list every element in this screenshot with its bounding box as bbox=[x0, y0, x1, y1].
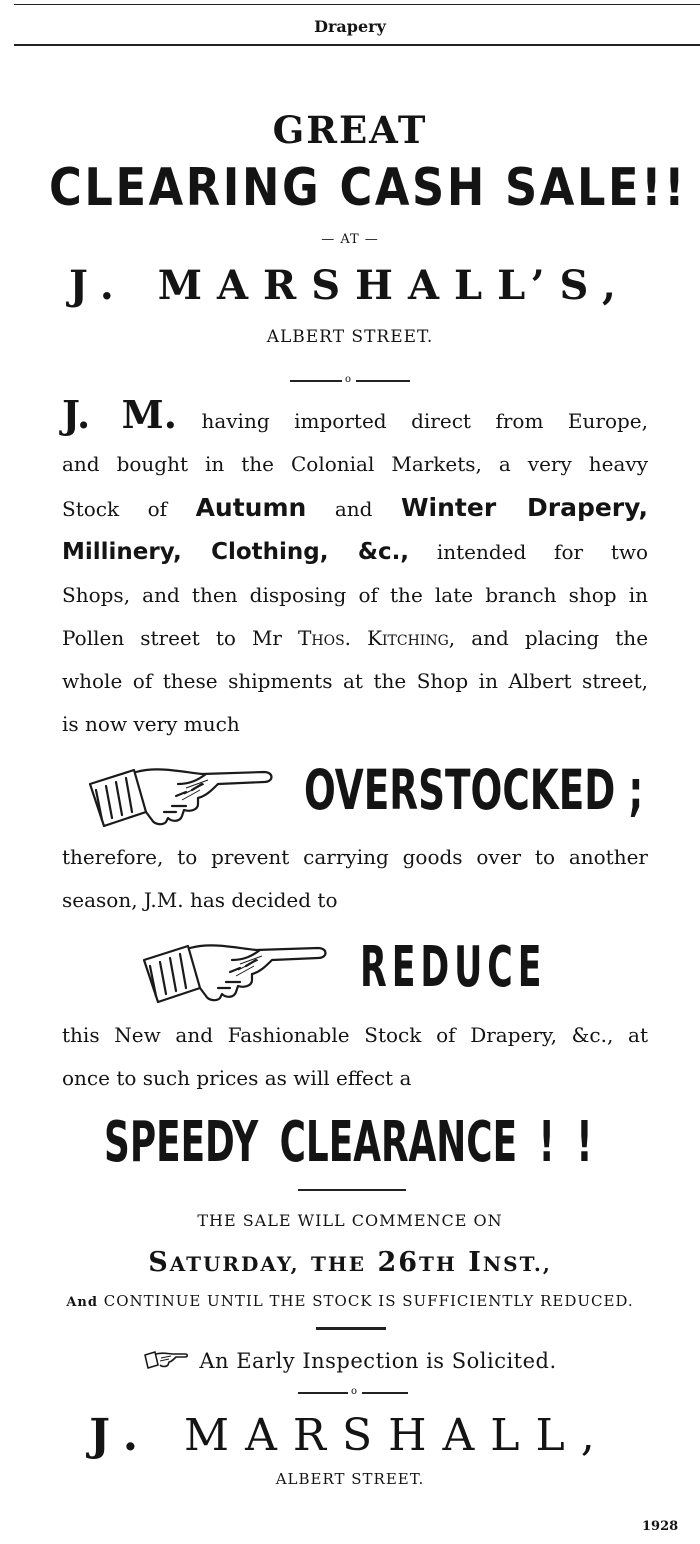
ornament-rule-icon: o bbox=[290, 374, 410, 388]
divider-rule bbox=[316, 1327, 386, 1330]
reduce-heading: REDUCE bbox=[360, 935, 547, 1000]
winter-drapery-text: Winter Drapery, bbox=[400, 493, 648, 522]
body-line-8: is now very much bbox=[62, 712, 240, 736]
merchant-street: ALBERT STREET. bbox=[266, 327, 434, 347]
sale-date-line: SATURDAY, THE 26TH INST., bbox=[148, 1247, 552, 1278]
pointing-hand-icon bbox=[143, 1350, 189, 1375]
millinery-clothing-text: Millinery, Clothing, &c., bbox=[62, 539, 410, 565]
body-line-3: Stock of Autumn and Winter Drapery, bbox=[62, 493, 648, 522]
body-line-1: J. M. having imported direct from Europe, bbox=[62, 392, 649, 437]
header-rule bbox=[14, 44, 700, 46]
divider-rule bbox=[298, 1189, 406, 1191]
body-line-6: Pollen street to Mr Thos. Kitching, and placing the bbox=[62, 626, 649, 650]
pointing-hand-icon bbox=[140, 936, 332, 1008]
jm-initials: J. M. bbox=[62, 392, 177, 437]
headline-clearing-cash-sale: CLEARING CASH SALE!! bbox=[49, 158, 688, 218]
headline-great: GREAT bbox=[272, 108, 428, 152]
body-line-5: Shops, and then disposing of the late branch shop in bbox=[62, 583, 648, 607]
body-line-4: Millinery, Clothing, &c., intended for two bbox=[62, 539, 649, 565]
signature-name: J. MARSHALL, bbox=[89, 1410, 611, 1461]
speedy-clearance-heading: SPEEDY CLEARANCE ! ! bbox=[104, 1110, 593, 1175]
stock-line-2: once to such prices as will effect a bbox=[62, 1066, 412, 1090]
therefore-line-1: therefore, to prevent carrying goods over to another bbox=[62, 845, 648, 869]
continue-line: And CONTINUE UNTIL THE STOCK IS SUFFICIENTLY REDUCED. bbox=[66, 1292, 634, 1310]
therefore-line-2: season, J.M. has decided to bbox=[62, 888, 338, 912]
stock-paragraph bbox=[62, 1014, 648, 1100]
body-line-2: and bought in the Colonial Markets, a very heavy bbox=[62, 452, 648, 476]
top-rule bbox=[14, 4, 700, 5]
body-line-7: whole of these shipments at the Shop in Albert street, bbox=[62, 669, 648, 693]
merchant-name: J. MARSHALL’S, bbox=[69, 262, 631, 309]
sale-commence-line: THE SALE WILL COMMENCE ON bbox=[197, 1211, 503, 1230]
overstocked-heading: OVERSTOCKED ; bbox=[304, 758, 644, 822]
ornament-rule-icon: o bbox=[298, 1386, 418, 1400]
section-label: Drapery bbox=[314, 17, 386, 36]
body-paragraph bbox=[62, 392, 649, 746]
pointing-hand-icon bbox=[86, 760, 278, 832]
page-number: 1928 bbox=[642, 1519, 679, 1534]
signature-street: ALBERT STREET. bbox=[275, 1470, 425, 1488]
inspection-line: An Early Inspection is Solicited. bbox=[0, 1349, 700, 1375]
at-line: — AT — bbox=[321, 232, 379, 247]
autumn-text: Autumn bbox=[195, 493, 307, 522]
stock-line-1: this New and Fashionable Stock of Drapery, &c., at bbox=[62, 1023, 648, 1047]
therefore-paragraph bbox=[62, 836, 648, 922]
